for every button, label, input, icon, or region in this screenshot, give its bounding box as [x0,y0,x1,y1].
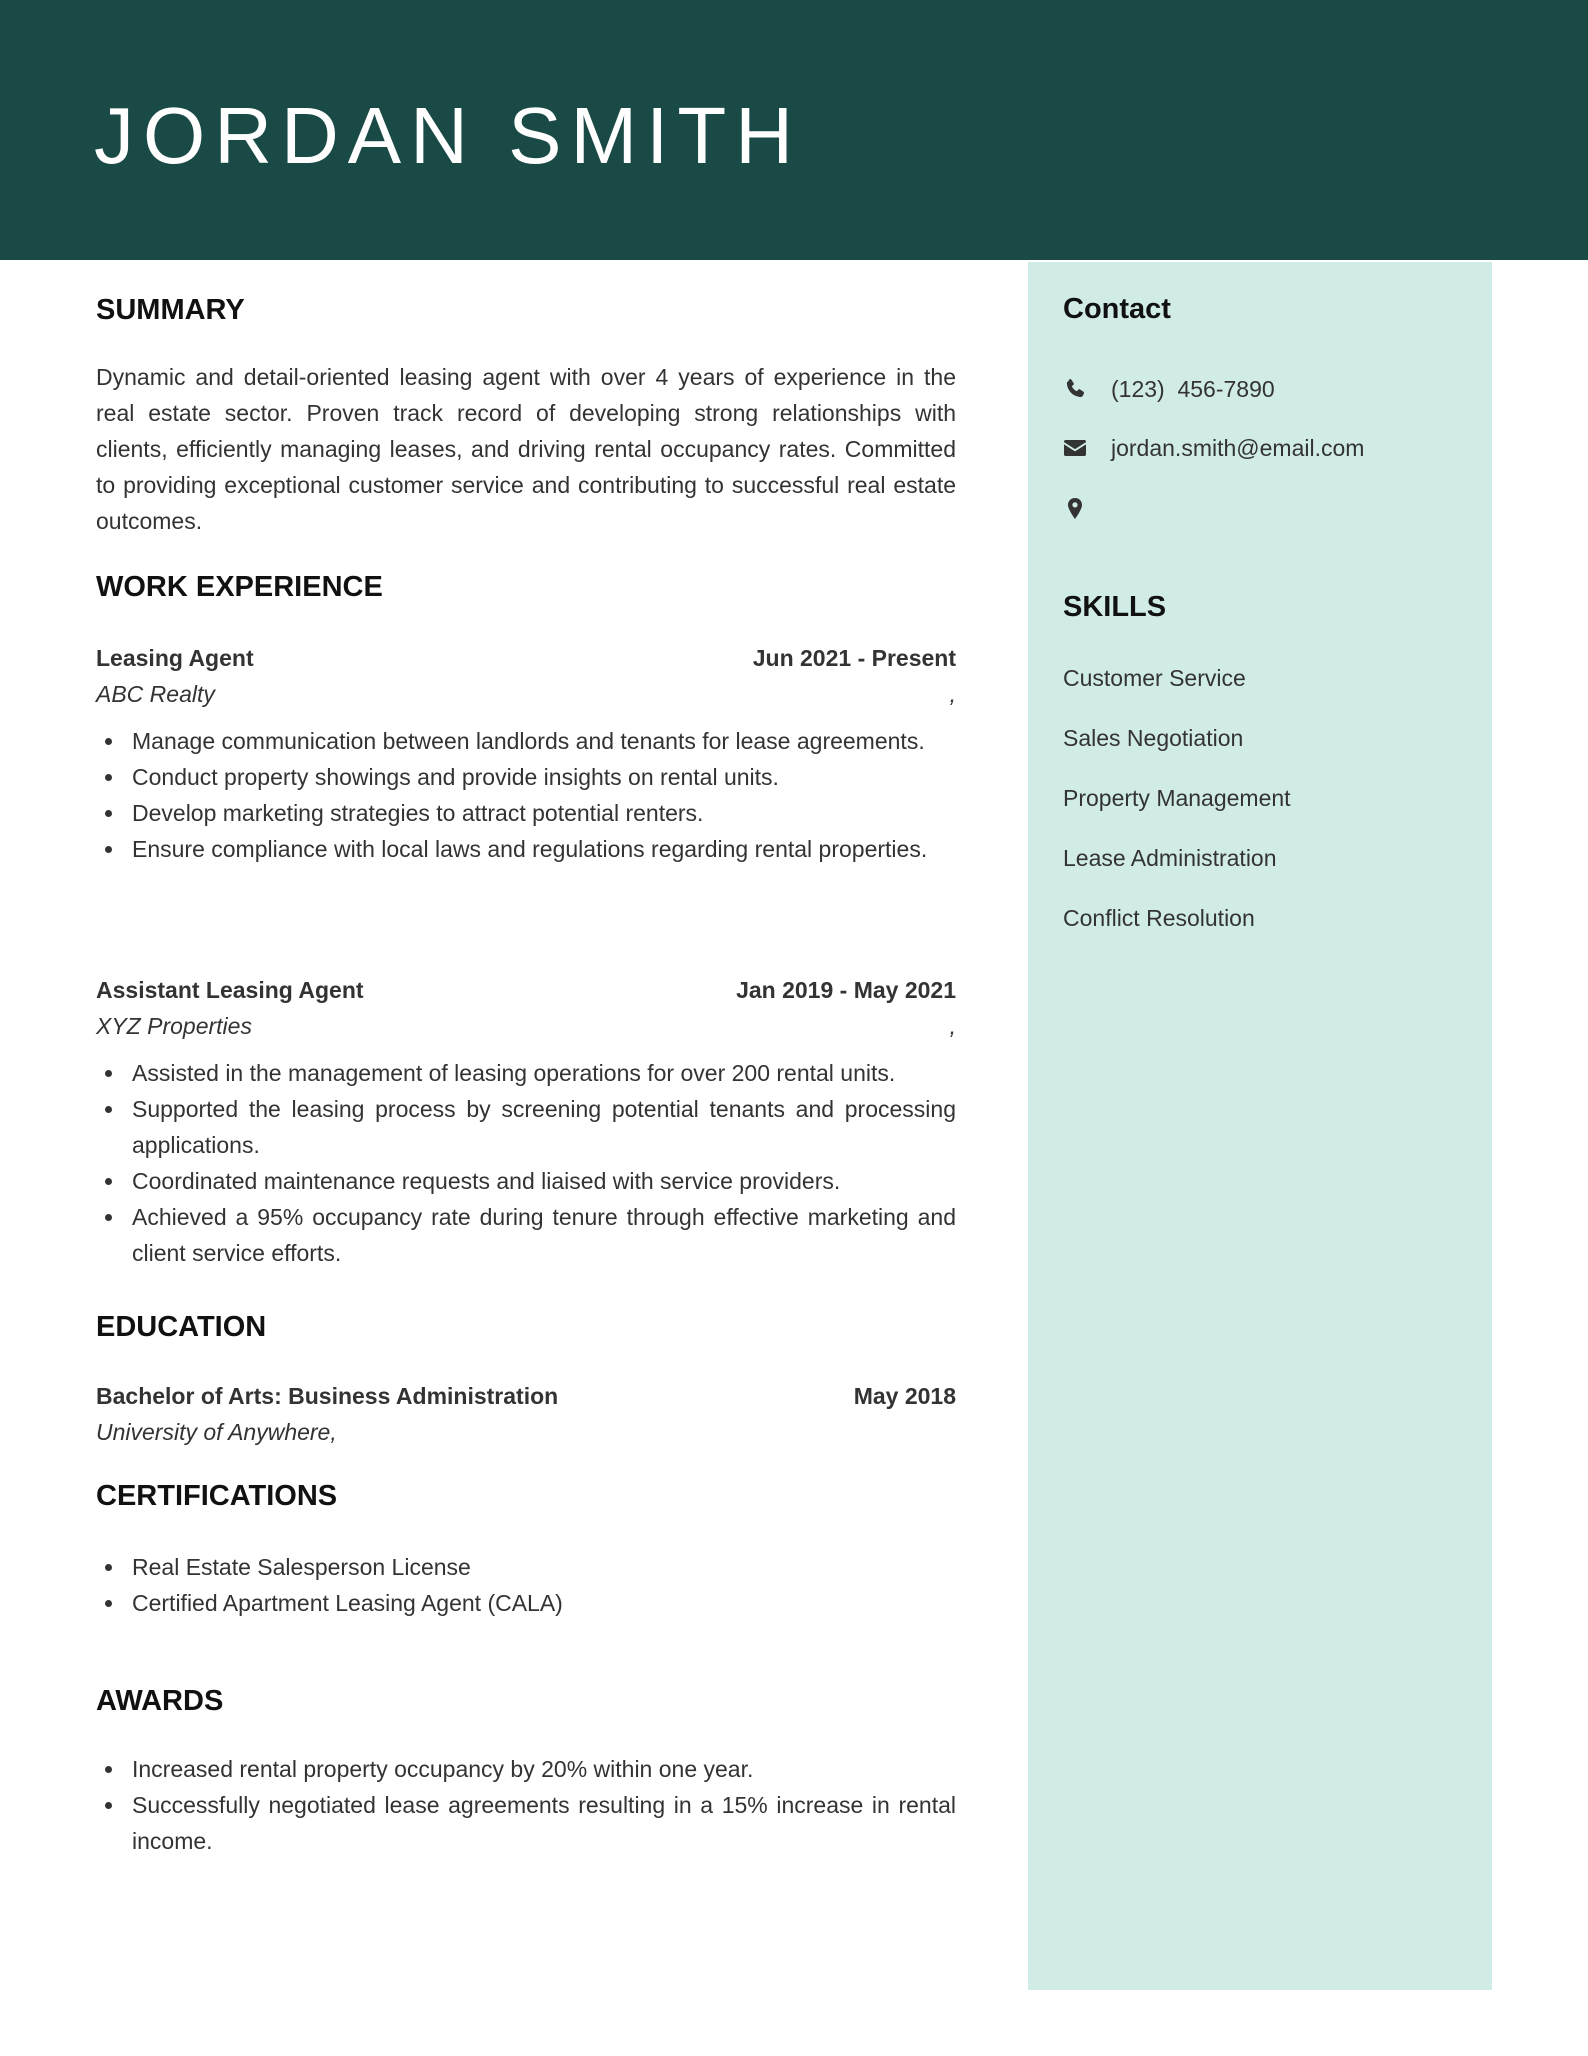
summary-text: Dynamic and detail-oriented leasing agent with over 4 years of experience in the real estate sector. Proven track record of developing strong relationships with clients, efficiently managing leases, and driving rental occupancy rates. Committed to providing exceptional customer service and contributing to successful real estate outcomes. [96,364,956,534]
skill-item: Conflict Resolution [1063,905,1255,931]
bullet-text: Ensure compliance with local laws and regulations regarding rental properties. [132,836,928,862]
award-item [96,1751,956,1787]
bullet-dot [105,846,112,853]
bullet-text: Supported the leasing process by screening potential tenants and processing applications. [132,1096,956,1158]
bullet-text: Conduct property showings and provide insights on rental units. [132,764,779,790]
job-bullet [96,1055,956,1091]
map-pin-icon [1063,497,1087,521]
bullet-dot [105,1178,112,1185]
email-address[interactable]: jordan.smith@email.com [1111,435,1365,461]
skill-item: Property Management [1063,785,1291,811]
bullet-dot [105,1214,112,1221]
awards-list [96,1751,956,1859]
bullet-text: Successfully negotiated lease agreements resulting in a 15% increase in rental income. [132,1792,956,1854]
bullet-text: Coordinated maintenance requests and liaised with service providers. [132,1168,841,1194]
job-company: XYZ Properties [96,1013,252,1039]
sidebar [1028,262,1492,1990]
skill-item: Customer Service [1063,665,1246,691]
contact-heading: Contact [1063,293,1171,325]
job-bullet [96,723,956,759]
skill-item: Lease Administration [1063,845,1277,871]
contact-location [1063,494,1483,524]
phone-number[interactable]: (123) 456-7890 [1111,376,1275,402]
job-location: , [949,1013,956,1039]
award-item [96,1787,956,1859]
job-company: ABC Realty [96,681,215,707]
bullet-dot [105,738,112,745]
school-name: University of Anywhere, [96,1419,337,1445]
certifications-list [96,1549,956,1621]
bullet-dot [105,1766,112,1773]
bullet-text: Increased rental property occupancy by 20% within one year. [132,1756,754,1782]
header-banner [0,0,1588,260]
bullet-dot [105,1070,112,1077]
bullet-text: Achieved a 95% occupancy rate during tenure through effective marketing and client service efforts. [132,1204,956,1266]
bullet-text: Manage communication between landlords and tenants for lease agreements. [132,728,925,754]
job-bullet [96,831,956,867]
bullet-dot [105,1802,112,1809]
certifications-heading: CERTIFICATIONS [96,1480,338,1512]
job-header [96,975,956,1005]
job-bullet [96,1199,956,1271]
job-bullets [96,723,956,867]
job-header [96,643,956,673]
job-location: , [949,681,956,707]
work-experience-heading: WORK EXPERIENCE [96,571,383,603]
candidate-name: JORDAN SMITH [94,91,802,180]
bullet-text: Develop marketing strategies to attract potential renters. [132,800,704,826]
job-bullets [96,1055,956,1271]
bullet-dot [105,1106,112,1113]
job-company-row [96,679,956,709]
job-company-row [96,1011,956,1041]
bullet-text: Assisted in the management of leasing operations for over 200 rental units. [132,1060,896,1086]
bullet-dot [105,1600,112,1607]
bullet-dot [105,810,112,817]
graduation-date: May 2018 [853,1383,956,1409]
job-title: Assistant Leasing Agent [96,977,364,1003]
envelope-icon [1063,436,1087,460]
job-dates: Jun 2021 - Present [752,645,956,671]
summary-heading: SUMMARY [96,294,245,326]
job-bullet [96,1163,956,1199]
bullet-dot [105,1564,112,1571]
degree: Bachelor of Arts: Business Administration [96,1383,559,1409]
school-row [96,1417,956,1447]
contact-phone [1063,374,1483,404]
bullet-dot [105,774,112,781]
bullet-text: Certified Apartment Leasing Agent (CALA) [132,1590,563,1616]
job-bullet [96,795,956,831]
job-dates: Jan 2019 - May 2021 [736,977,956,1003]
job-title: Leasing Agent [96,645,254,671]
education-header [96,1381,956,1411]
skills-heading: SKILLS [1063,591,1167,623]
certification-item [96,1585,956,1621]
certification-item [96,1549,956,1585]
education-heading: EDUCATION [96,1311,267,1343]
awards-heading: AWARDS [96,1685,224,1717]
job-bullet [96,1091,956,1163]
skill-item: Sales Negotiation [1063,725,1244,751]
bullet-text: Real Estate Salesperson License [132,1554,471,1580]
phone-icon [1063,377,1087,401]
contact-email [1063,433,1483,463]
job-bullet [96,759,956,795]
